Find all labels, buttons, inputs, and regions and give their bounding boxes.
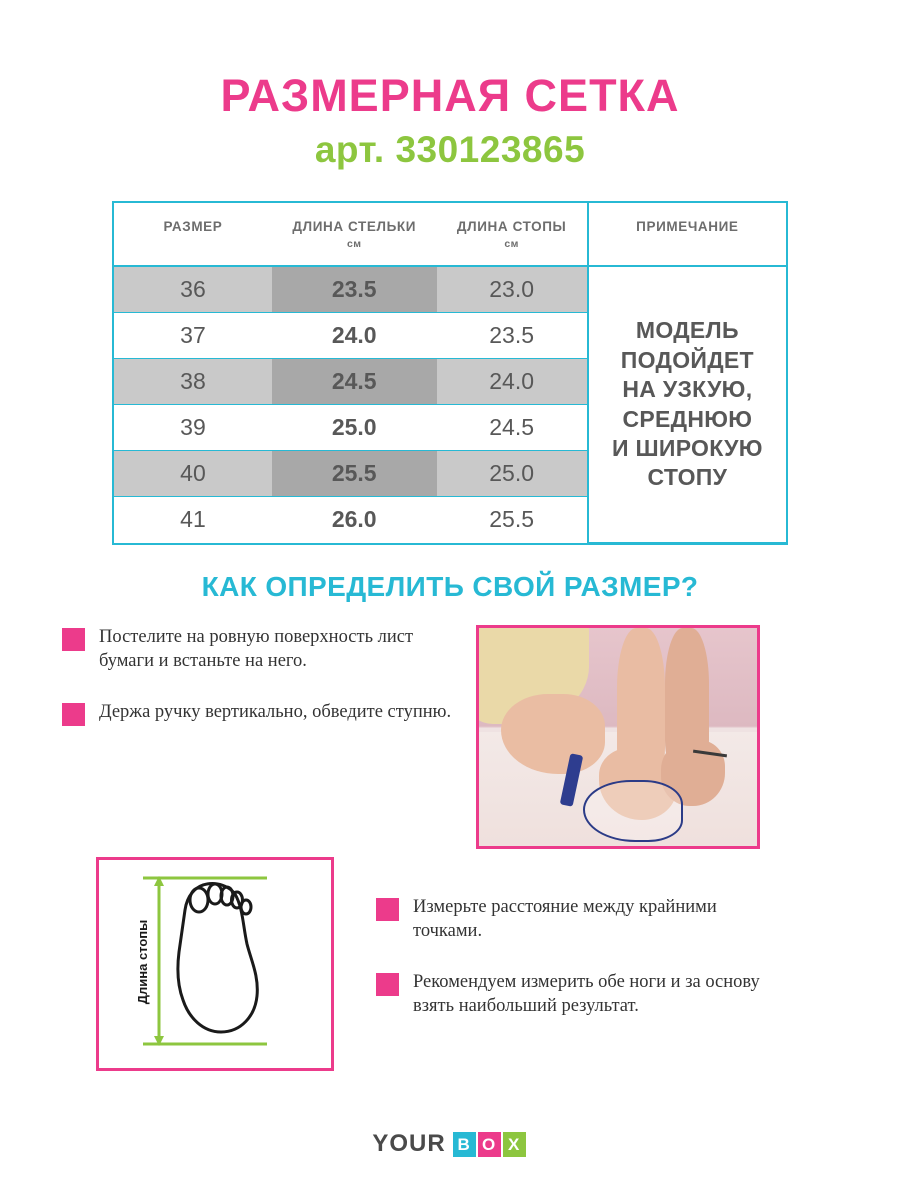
step-text: Измерьте расстояние между крайними точками. <box>413 896 717 942</box>
steps-column-right <box>376 857 776 1071</box>
list-item <box>62 700 462 726</box>
list-item <box>62 625 462 674</box>
step-text: Держа ручку вертикально, обведите ступню. <box>99 701 452 722</box>
size-table-container <box>112 201 788 545</box>
cell-insole: 26.0 <box>272 497 437 543</box>
cell-foot: 23.0 <box>437 266 588 313</box>
cell-foot: 23.5 <box>437 313 588 359</box>
header-insole-label: ДЛИНА СТЕЛЬКИ <box>292 219 417 235</box>
cell-size: 41 <box>114 497 272 543</box>
note-line: ПОДОЙДЕТ <box>620 346 754 373</box>
cell-insole: 23.5 <box>272 266 437 313</box>
cell-size: 38 <box>114 359 272 405</box>
logo-letter-x: X <box>503 1132 526 1157</box>
logo-letter-o: O <box>478 1132 501 1157</box>
toe-icon <box>241 900 251 914</box>
foot-length-diagram <box>96 857 334 1071</box>
step-text: Постелите на ровную поверхность лист бумаги и встаньте на него. <box>99 626 414 672</box>
bullet-square-icon <box>62 628 85 651</box>
note-line: МОДЕЛЬ <box>635 317 739 344</box>
header-size: РАЗМЕР <box>114 203 272 266</box>
bullet-square-icon <box>376 898 399 921</box>
toe-icon <box>190 888 208 912</box>
page-header <box>0 0 900 171</box>
cell-insole: 25.0 <box>272 405 437 451</box>
instruction-photo <box>476 625 760 849</box>
header-insole-unit: см <box>347 238 362 251</box>
logo-your-text: YOUR <box>372 1130 446 1157</box>
howto-top-section <box>0 625 900 849</box>
cell-size: 36 <box>114 266 272 313</box>
cell-foot: 24.5 <box>437 405 588 451</box>
howto-bottom-section <box>0 849 900 1071</box>
header-insole <box>272 203 437 266</box>
cell-size: 39 <box>114 405 272 451</box>
brand-logo <box>0 1130 900 1158</box>
note-line: СТОПУ <box>647 464 728 491</box>
cell-insole: 25.5 <box>272 451 437 497</box>
list-item <box>376 970 776 1019</box>
photo-outline <box>583 780 683 842</box>
note-line: СРЕДНЮЮ <box>622 405 753 432</box>
cell-foot: 25.0 <box>437 451 588 497</box>
cell-foot: 25.5 <box>437 497 588 543</box>
step-text: Рекомендуем измерить обе ноги и за основу взять наибольший результат. <box>413 971 760 1016</box>
logo-letter-b: B <box>453 1132 476 1157</box>
size-table <box>114 203 786 543</box>
table-row <box>114 266 786 313</box>
steps-column-left <box>62 625 462 849</box>
logo-box-group <box>453 1132 528 1157</box>
cell-size: 37 <box>114 313 272 359</box>
bullet-square-icon <box>376 973 399 996</box>
header-foot <box>437 203 588 266</box>
howto-title: КАК ОПРЕДЕЛИТЬ СВОЙ РАЗМЕР? <box>201 570 699 602</box>
cell-size: 40 <box>114 451 272 497</box>
note-line: НА УЗКУЮ, <box>622 376 753 403</box>
header-foot-label: ДЛИНА СТОПЫ <box>456 219 567 235</box>
diagram-label: Длина стопы <box>135 919 150 1005</box>
note-line: И ШИРОКУЮ <box>611 434 763 461</box>
bullet-square-icon <box>62 703 85 726</box>
cell-insole: 24.5 <box>272 359 437 405</box>
cell-insole: 24.0 <box>272 313 437 359</box>
header-foot-unit: см <box>504 238 519 251</box>
page-title: РАЗМЕРНАЯ СЕТКА <box>220 70 680 121</box>
foot-diagram-svg <box>99 860 325 1062</box>
cell-foot: 24.0 <box>437 359 588 405</box>
article-number: арт. 330123865 <box>314 129 586 171</box>
header-note: ПРИМЕЧАНИЕ <box>588 203 786 266</box>
list-item <box>376 895 776 944</box>
table-header-row <box>114 203 786 266</box>
note-cell <box>588 266 786 542</box>
